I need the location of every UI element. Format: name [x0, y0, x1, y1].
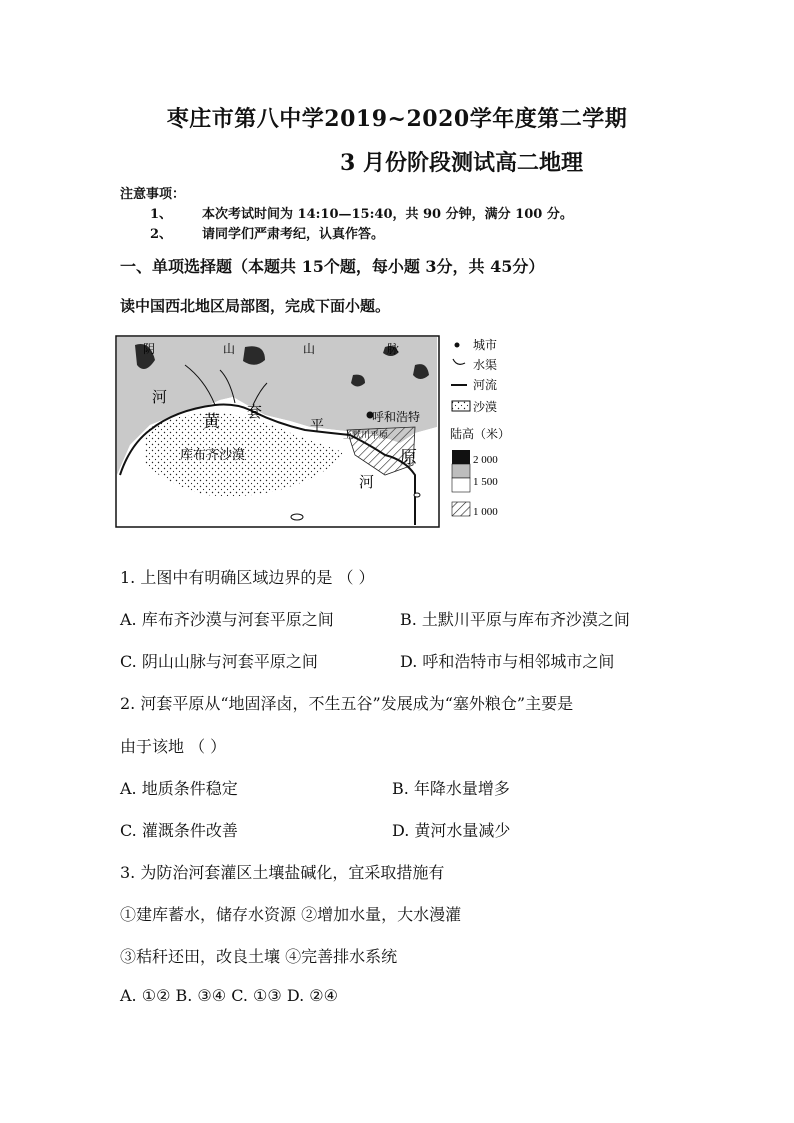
- question-2-option-c[interactable]: C. 灌溉条件改善: [120, 821, 238, 840]
- map-label: 原: [400, 448, 417, 467]
- question-2-stem-continued: 由于该地 （ ）: [120, 737, 227, 756]
- exam-title-line2: 3 月份阶段测试高二地理: [340, 150, 583, 176]
- question-2-option-d[interactable]: D. 黄河水量减少: [392, 821, 511, 840]
- legend-city-icon: [455, 343, 460, 348]
- legend-label: 水渠: [473, 358, 498, 372]
- lake: [291, 514, 303, 520]
- map-label: 阴: [143, 342, 156, 356]
- map-label: 脉: [387, 342, 400, 356]
- notice-item-number: 2、: [150, 227, 173, 242]
- question-3-choices-line2: ③秸秆还田，改良土壤 ④完善排水系统: [120, 947, 398, 966]
- legend-elevation-value: 1 000: [473, 506, 498, 518]
- map-label: 河: [152, 390, 168, 406]
- map-label: 库布齐沙漠: [180, 447, 246, 462]
- notice-item-text: 请同学们严肃考纪，认真作答。: [202, 227, 385, 242]
- legend-elevation-swatch: [452, 464, 470, 478]
- question-1-option-d[interactable]: D. 呼和浩特市与相邻城市之间: [400, 652, 615, 671]
- legend-desert-icon: [452, 401, 470, 411]
- lake: [414, 493, 420, 497]
- map-label: 平: [310, 419, 324, 434]
- map-legend: [450, 338, 510, 518]
- northwest-china-map: [115, 335, 515, 530]
- question-3-options[interactable]: A. ①② B. ③④ C. ①③ D. ②④: [120, 986, 338, 1005]
- map-label: 山: [223, 342, 236, 356]
- question-1-option-b[interactable]: B. 土默川平原与库布齐沙漠之间: [400, 610, 630, 629]
- section-intro: 读中国西北地区局部图，完成下面小题。: [120, 297, 391, 315]
- notice-item-number: 1、: [150, 207, 173, 222]
- notice-heading: 注意事项：: [120, 187, 186, 202]
- legend-elevation-value: 2 000: [473, 454, 498, 466]
- legend-elevation-swatch: [452, 502, 470, 516]
- notice-item-text: 本次考试时间为 14:10—15:40，共 90 分钟，满分 100 分。: [202, 207, 573, 222]
- map-label: 黄: [203, 412, 220, 431]
- map-label: 河: [359, 475, 375, 491]
- legend-canal-icon: [453, 359, 465, 364]
- map-label: 呼和浩特: [372, 410, 421, 424]
- question-2-option-b[interactable]: B. 年降水量增多: [392, 779, 510, 798]
- question-3-choices-line1: ①建库蓄水，储存水资源 ②增加水量，大水漫灌: [120, 905, 462, 924]
- legend-label: 城市: [473, 338, 498, 352]
- notice-item: [150, 203, 710, 221]
- question-1-option-c[interactable]: C. 阴山山脉与河套平原之间: [120, 652, 318, 671]
- map-label: 土默川平原: [343, 430, 389, 440]
- question-3-stem: 3. 为防治河套灌区土壤盐碱化，宜采取措施有: [120, 863, 445, 882]
- question-2-stem: 2. 河套平原从“地固泽卤，不生五谷”发展成为“塞外粮仓”主要是: [120, 694, 574, 713]
- exam-title-line1: 枣庄市第八中学2019~2020学年度第二学期: [166, 106, 628, 132]
- legend-elevation-title: 陆高（米）: [450, 427, 511, 441]
- legend-elevation-value: 1 500: [473, 476, 498, 488]
- notice-item: [150, 223, 710, 241]
- question-2-option-a[interactable]: A. 地质条件稳定: [120, 779, 238, 798]
- legend-label: 河流: [473, 378, 498, 392]
- section-title: 一、单项选择题（本题共 15个题，每小题 3分，共 45分）: [120, 257, 545, 276]
- question-1-option-a[interactable]: A. 库布齐沙漠与河套平原之间: [120, 610, 334, 629]
- question-1-stem: 1. 上图中有明确区域边界的是 （ ）: [120, 568, 375, 587]
- map-label: 山: [303, 342, 316, 356]
- map-label: 套: [247, 405, 263, 421]
- legend-elevation-swatch: [452, 450, 470, 464]
- legend-elevation-swatch: [452, 478, 470, 492]
- legend-label: 沙漠: [473, 400, 498, 414]
